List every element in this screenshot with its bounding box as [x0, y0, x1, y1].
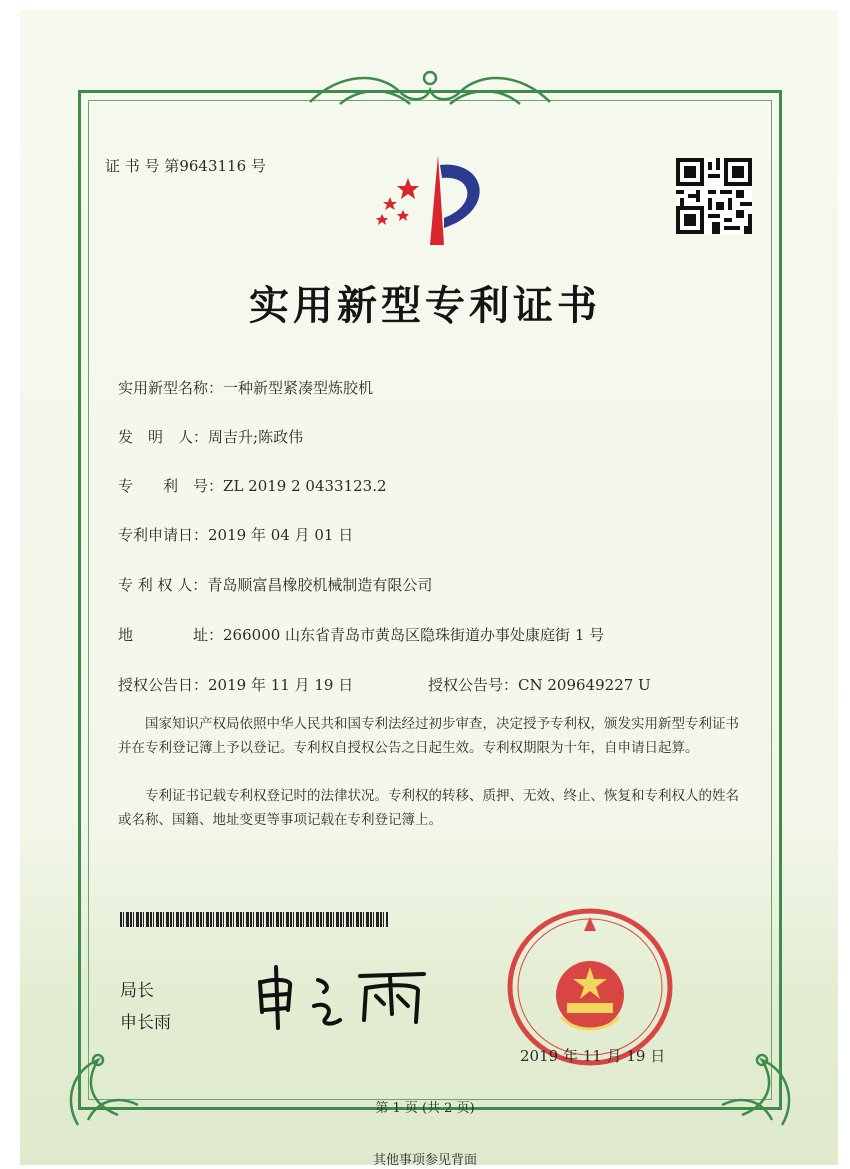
field-value: ZL 2019 2 0433123.2 — [223, 477, 387, 495]
field-label: 实用新型名称： — [118, 379, 224, 397]
field-label: 发 明 人： — [118, 428, 209, 446]
field-value: 2019 年 04 月 01 日 — [208, 526, 354, 544]
director-title: 局长 — [120, 981, 154, 1001]
handwritten-signature — [248, 962, 438, 1032]
statement-paragraph: 国家知识产权局依照中华人民共和国专利法经过初步审查，决定授予专利权，颁发实用新型专利证书并在专利登记簿上予以登记。专利权自授权公告之日起生效。专利权期限为十年，自申请日起算。 — [118, 716, 739, 756]
field-label: 专 利 权 人： — [118, 576, 208, 594]
patent-office-logo — [368, 150, 498, 250]
field-grant-announcement-number — [428, 674, 651, 695]
page-indicator: 第 1 页 (共 2 页) — [375, 1101, 475, 1116]
certificate-number — [105, 155, 266, 176]
field-label: 授权公告日： — [118, 676, 209, 694]
field-label: 地 址： — [118, 626, 224, 644]
certificate-number-suffix: 号 — [250, 157, 266, 175]
back-page-note: 其他事项参见背面 — [372, 1153, 477, 1168]
certificate-title: 实用新型专利证书 — [249, 282, 601, 329]
top-ornament — [300, 62, 560, 114]
certificate-number-label: 证 书 号 第 — [105, 157, 180, 175]
field-patentee — [118, 574, 432, 595]
field-utility-model-name — [118, 377, 373, 398]
field-label: 授权公告号： — [428, 676, 519, 694]
director-name: 申长雨 — [120, 1013, 171, 1033]
field-value: 266000 山东省青岛市黄岛区隐珠街道办事处康庭街 1 号 — [223, 626, 605, 644]
field-value: 一种新型紧凑型炼胶机 — [223, 379, 374, 397]
certificate-number-value: 9643116 — [179, 157, 247, 175]
seal-date: 2019 年 11 月 19 日 — [520, 1047, 666, 1065]
field-label: 专利申请日： — [118, 526, 209, 544]
barcode — [120, 912, 388, 927]
statement-paragraph: 专利证书记载专利权登记时的法律状况。专利权的转移、质押、无效、终止、恢复和专利权人的姓名或名称、国籍、地址变更等事项记载在专利登记簿上。 — [118, 788, 739, 828]
field-inventor — [118, 426, 303, 447]
field-label: 专 利 号： — [118, 477, 224, 495]
field-application-date — [118, 524, 353, 545]
field-grant-announcement-date — [118, 674, 353, 695]
field-address — [118, 624, 604, 645]
qr-code — [676, 158, 752, 234]
field-value: CN 209649227 U — [518, 676, 651, 694]
field-value: 青岛顺富昌橡胶机械制造有限公司 — [207, 576, 433, 594]
field-value: 2019 年 11 月 19 日 — [208, 676, 354, 694]
field-patent-number — [118, 475, 387, 496]
field-value: 周吉升;陈政伟 — [208, 428, 304, 446]
